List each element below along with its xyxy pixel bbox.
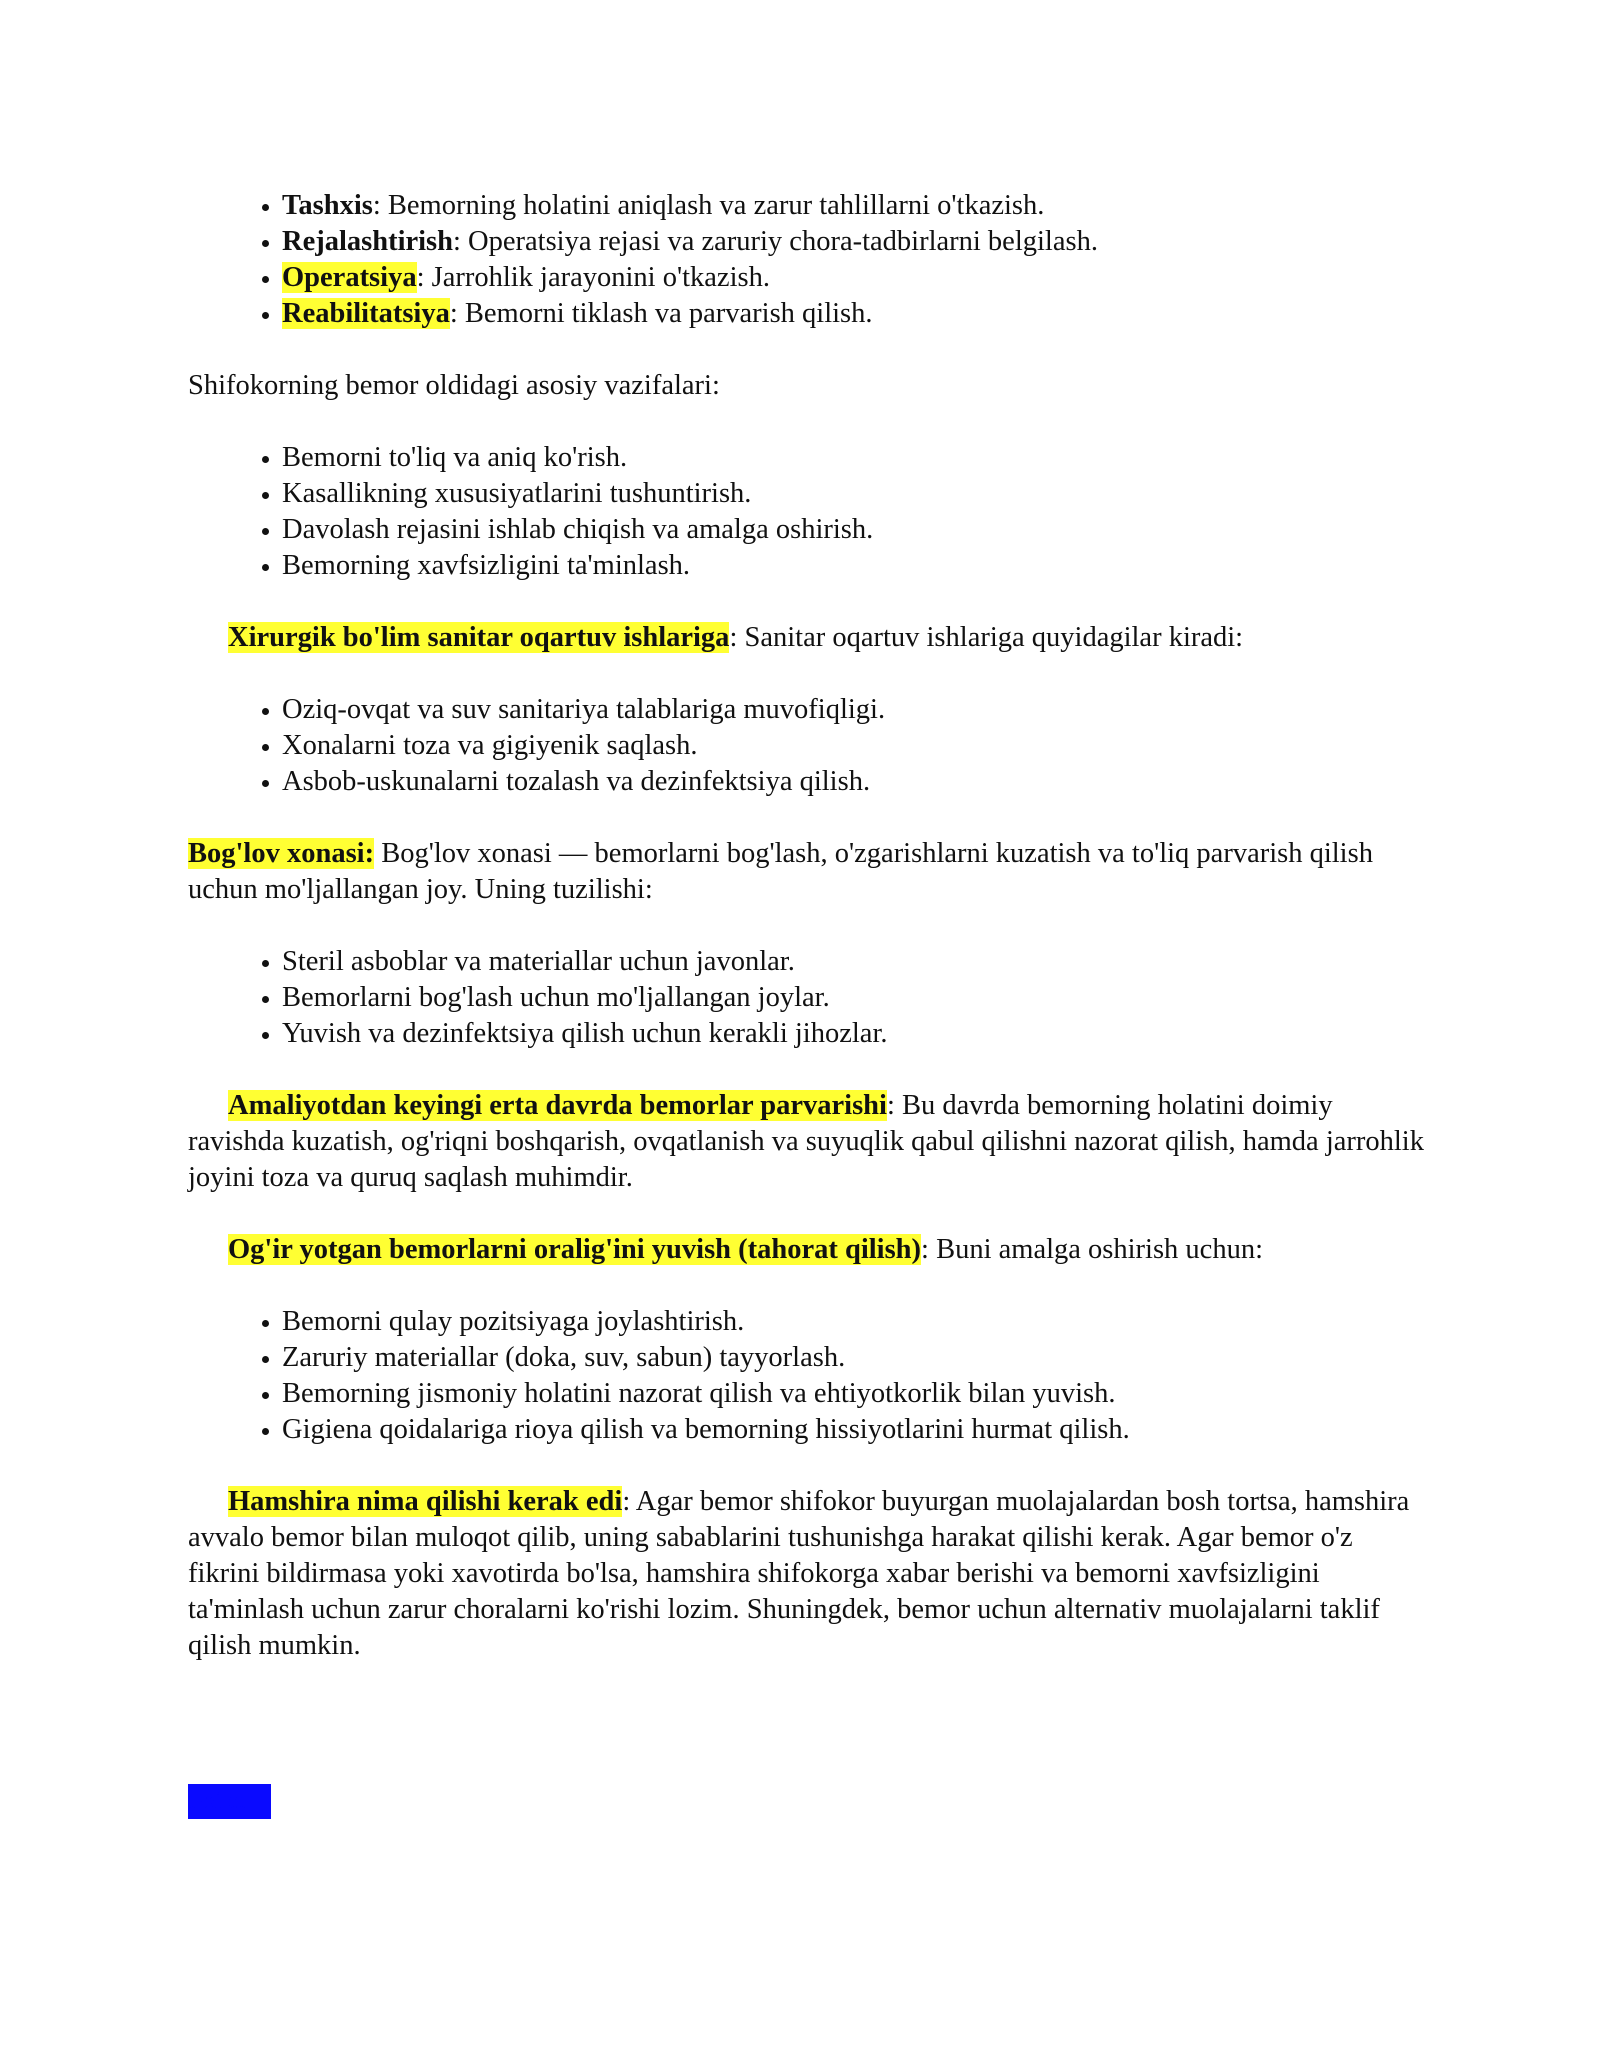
list-item	[282, 260, 1428, 296]
list-item	[282, 224, 1428, 260]
duties-intro: Shifokorning bemor oldidagi asosiy vazifalari:	[188, 370, 720, 401]
section-text: : Buni amalga oshirish uchun:	[921, 1234, 1263, 1265]
list-item-text: : Jarrohlik jarayonini o'tkazish.	[416, 262, 770, 293]
list-item-term: Operatsiya	[282, 262, 417, 293]
bilet-link[interactable]: t-bilet	[188, 1784, 271, 1819]
dressing-room-list	[188, 944, 1428, 1052]
section-text: : Agar bemor shifokor buyurgan muolajalardan bosh tortsa, hamshira avvalo bemor bilan muloqot qilib, uning sabablarini tushunishga harakat qilishi kerak. Agar bemor o'z fikrini bildirmasa yoki xavotirda bo'lsa, hamshira shifokorga xabar berishi va bemorni xavfsizligini ta'minlash uchun zarur choralarni ko'rishi lozim. Shuningdek, bemor uchun alternativ muolajalarni taklif qilish mumkin.	[188, 1486, 1410, 1661]
list-item-text: : Operatsiya rejasi va zaruriy chora-tadbirlarni belgilash.	[453, 226, 1098, 257]
section-text: : Bu davrda bemorning holatini doimiy ravishda kuzatish, og'riqni boshqarish, ovqatlanish va suyuqlik qabul qilishni nazorat qilish, hamda jarrohlik joyini toza va quruq saqlash muhimdir.	[188, 1090, 1424, 1193]
list-item: • Xonalarni toza va gigiyenik saqlash.	[282, 728, 1428, 764]
list-item: • Bemorni qulay pozitsiyaga joylashtirish.	[282, 1304, 1428, 1340]
section-heading: Xirurgik bo'lim sanitar oqartuv ishlariga	[228, 622, 730, 653]
washing-list	[188, 1304, 1428, 1448]
list-item: • Oziq-ovqat va suv sanitariya talablariga muvofiqligi.	[282, 692, 1428, 728]
list-item: • Bemorni to'liq va aniq ko'rish.	[282, 440, 1428, 476]
section-text: Bog'lov xonasi — bemorlarni bog'lash, o'zgarishlarni kuzatish va to'liq parvarish qilish uchun mo'ljallangan joy. Uning tuzilishi:	[188, 838, 1373, 905]
list-item	[282, 188, 1428, 224]
list-item	[282, 296, 1428, 332]
list-item: • Zaruriy materiallar (doka, suv, sabun) tayyorlash.	[282, 1340, 1428, 1376]
list-item-text: : Bemorni tiklash va parvarish qilish.	[449, 298, 873, 329]
list-item: • Steril asboblar va materiallar uchun javonlar.	[282, 944, 1428, 980]
sanitary-list	[188, 692, 1428, 800]
list-item-term: Reabilitatsiya	[282, 298, 450, 329]
list-item: • Gigiena qoidalariga rioya qilish va bemorning hissiyotlarini hurmat qilish.	[282, 1412, 1428, 1448]
duties-list	[188, 440, 1428, 584]
postop-care-paragraph	[188, 1088, 1428, 1196]
nurse-paragraph	[188, 1484, 1428, 1664]
list-item-text: : Bemorning holatini aniqlash va zarur tahlillarni o'tkazish.	[372, 190, 1045, 221]
section-heading: Amaliyotdan keyingi erta davrda bemorlar parvarishi	[228, 1090, 887, 1121]
document-page	[188, 188, 1428, 1664]
list-item-term: Rejalashtirish	[282, 226, 453, 257]
section-heading: Og'ir yotgan bemorlarni oralig'ini yuvish (tahorat qilish)	[228, 1234, 922, 1265]
list-item: • Bemorning jismoniy holatini nazorat qilish va ehtiyotkorlik bilan yuvish.	[282, 1376, 1428, 1412]
dressing-room-paragraph	[188, 836, 1428, 908]
list-item: • Asbob-uskunalarni tozalash va dezinfektsiya qilish.	[282, 764, 1428, 800]
list-item: • Davolash rejasini ishlab chiqish va amalga oshirish.	[282, 512, 1428, 548]
list-item: • Kasallikning xususiyatlarini tushuntirish.	[282, 476, 1428, 512]
list-item: • Bemorning xavfsizligini ta'minlash.	[282, 548, 1428, 584]
list-item-term: Tashxis	[282, 190, 373, 221]
sanitary-paragraph	[188, 620, 1428, 656]
washing-paragraph	[188, 1232, 1428, 1268]
list-item: • Bemorlarni bog'lash uchun mo'ljallangan joylar.	[282, 980, 1428, 1016]
section-heading: Bog'lov xonasi:	[188, 838, 375, 869]
section-heading: Hamshira nima qilishi kerak edi	[228, 1486, 623, 1517]
list-item: • Yuvish va dezinfektsiya qilish uchun kerakli jihozlar.	[282, 1016, 1428, 1052]
section-text: : Sanitar oqartuv ishlariga quyidagilar kiradi:	[729, 622, 1244, 653]
steps-list	[188, 188, 1428, 332]
